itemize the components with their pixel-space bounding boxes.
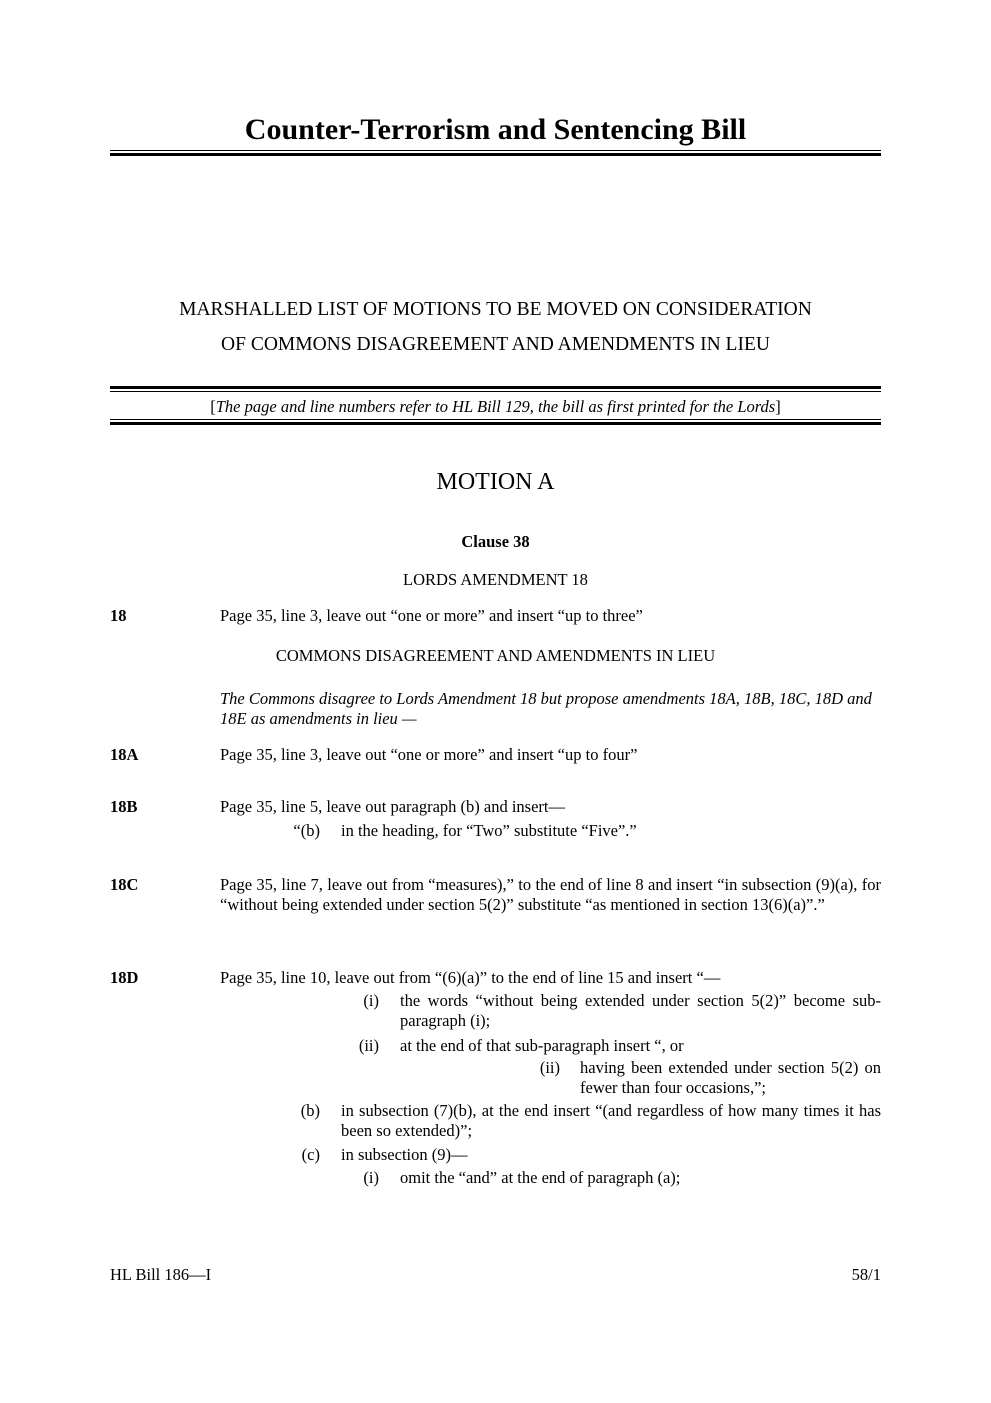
sub-label: (b) xyxy=(300,1101,320,1120)
motion-heading: MOTION A xyxy=(436,469,555,495)
bill-reference: HL Bill 186—I xyxy=(110,1265,212,1284)
sub-text: the words “without being extended under section 5(2)” become sub-paragraph (i); xyxy=(400,991,881,1030)
amendment-text: Page 35, line 10, leave out from “(6)(a)” to the end of line 15 and insert “— xyxy=(220,968,721,987)
sub-label: (ii) xyxy=(358,1036,379,1055)
sub-label: (i) xyxy=(363,991,379,1010)
list-heading-line-2: OF COMMONS DISAGREEMENT AND AMENDMENTS IN LIEU xyxy=(221,334,770,355)
amendment-text: Page 35, line 5, leave out paragraph (b) and insert— xyxy=(220,797,566,816)
amendment-number: 18A xyxy=(110,745,139,764)
sub-label: (c) xyxy=(301,1145,320,1164)
list-heading-line-1: MARSHALLED LIST OF MOTIONS TO BE MOVED ON CONSIDERATION xyxy=(179,299,812,320)
marshalled-list-heading xyxy=(110,292,881,362)
sub-text: in subsection (7)(b), at the end insert “(and regardless of how many times it has been so extended)”; xyxy=(341,1101,881,1140)
sub-label: (ii) xyxy=(539,1058,560,1077)
sub-text: having been extended under section 5(2) on fewer than four occasions,”; xyxy=(580,1058,881,1097)
sub-text: omit the “and” at the end of paragraph (a); xyxy=(400,1168,681,1187)
amendment-number: 18B xyxy=(110,797,138,816)
amendment-text: Page 35, line 3, leave out “one or more” and insert “up to three” xyxy=(220,606,643,625)
reference-note: [The page and line numbers refer to HL Bill 129, the bill as first printed for the Lords] xyxy=(210,397,781,416)
commons-heading: COMMONS DISAGREEMENT AND AMENDMENTS IN LIEU xyxy=(275,646,716,665)
title-double-rule xyxy=(110,150,881,156)
sub-text: in the heading, for “Two” substitute “Five”.” xyxy=(341,821,637,840)
amendment-number: 18 xyxy=(110,606,127,625)
reference-bottom-rule xyxy=(110,419,881,425)
amendment-number: 18C xyxy=(110,875,139,894)
amendment-text: Page 35, line 3, leave out “one or more” and insert “up to four” xyxy=(220,745,638,764)
amendment-number: 18D xyxy=(110,968,139,987)
bill-title: Counter-Terrorism and Sentencing Bill xyxy=(244,113,747,146)
commons-intro: The Commons disagree to Lords Amendment 18 but propose amendments 18A, 18B, 18C, 18D and 18E as amendments in lieu — xyxy=(220,689,872,728)
sub-text: in subsection (9)— xyxy=(341,1145,468,1164)
lords-amendment-heading: LORDS AMENDMENT 18 xyxy=(403,570,588,589)
page-number: 58/1 xyxy=(851,1265,881,1284)
reference-top-rule xyxy=(110,386,881,392)
sub-label: “(b) xyxy=(293,821,320,840)
amendment-text: Page 35, line 7, leave out from “measures),” to the end of line 8 and insert “in subsection (9)(a), for “without being extended under section 5(2)” substitute “as mentioned in section 13(6)(a)”.” xyxy=(220,875,881,914)
sub-text: at the end of that sub-paragraph insert “, or xyxy=(400,1036,684,1055)
reference-note-italic: The page and line numbers refer to HL Bill 129, the bill as first printed for the Lords xyxy=(215,397,776,416)
sub-label: (i) xyxy=(363,1168,379,1187)
clause-heading: Clause 38 xyxy=(461,532,530,551)
